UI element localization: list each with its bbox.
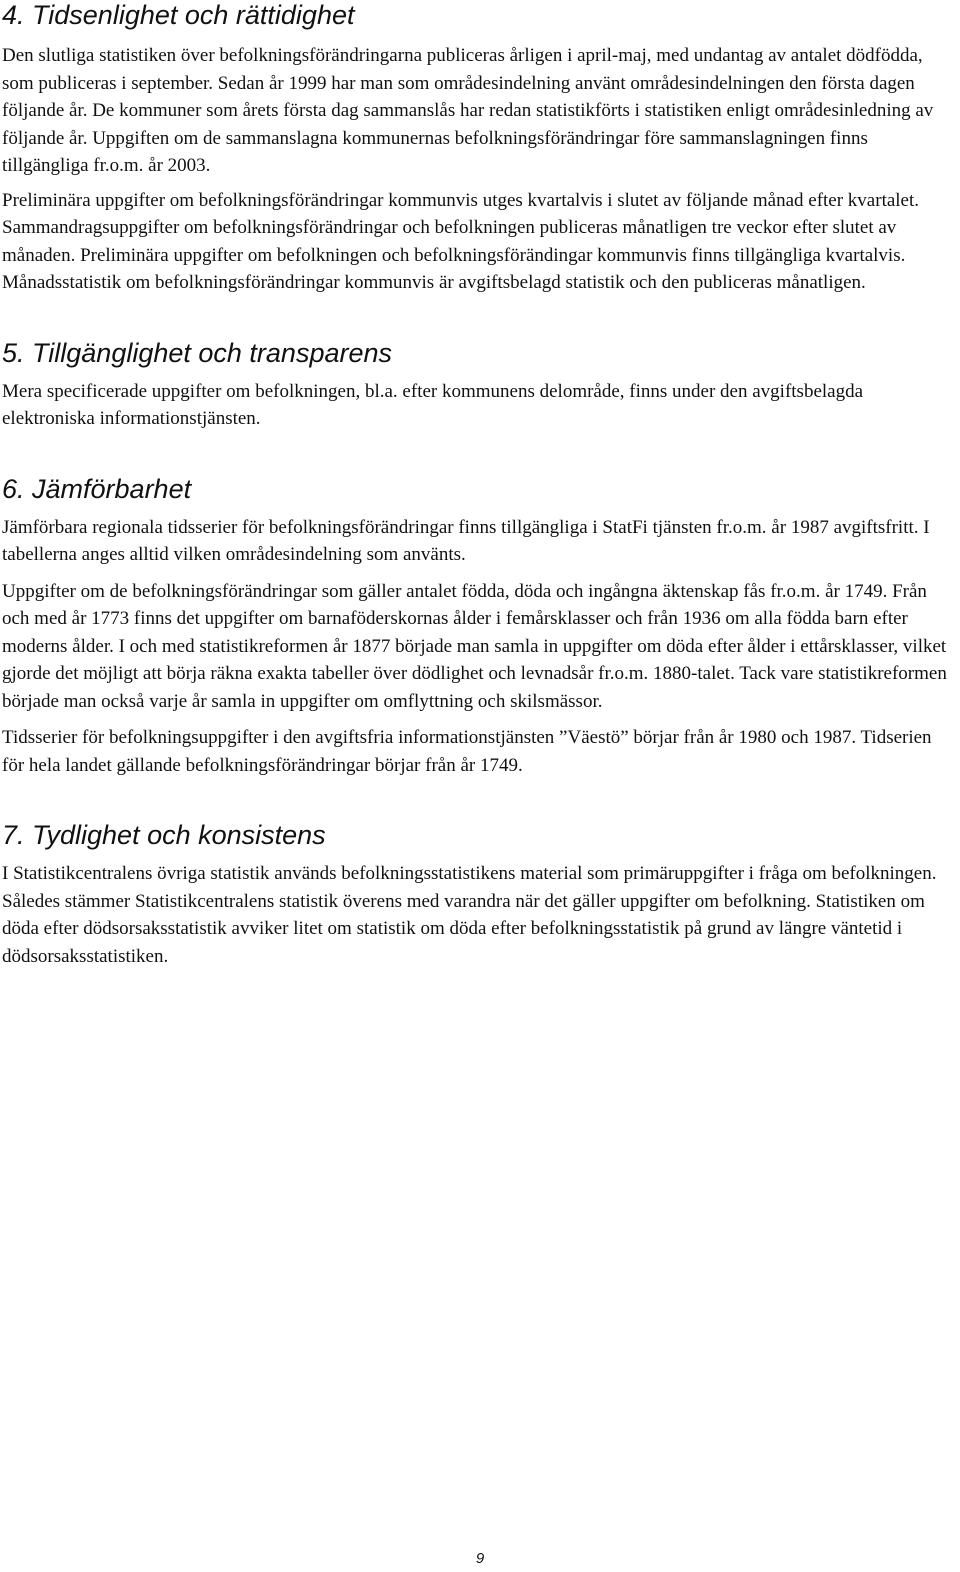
page-number: 9 [475,1550,485,1567]
section-paragraph: Tidsserier för befolkningsuppgifter i den avgiftsfria informationstjänsten ”Väestö” börjar från år 1980 och 1987. Tidserien för hela landet gällande befolkningsförändringar börjar från år 1749. [2,727,932,776]
section-paragraph: Preliminära uppgifter om befolkningsförändringar kommunvis utges kvartalvis i slutet av följande månad efter kvartalet. Sammandragsuppgifter om befolkningsförändringar och befolkningen publiceras månatligen tre veckor efter slutet av månaden. Preliminära uppgifter om befolkningen och befolkningsförändingar kommunvis finns tillgängliga kvartalvis. Månadsstatistik om befolkningsförändringar kommunvis är avgiftsbelagd statistik och den publiceras månatligen. [2,189,920,293]
section-heading: 5. Tillgänglighet och transparens [2,337,392,368]
section-heading: 6. Jämförbarhet [2,473,192,504]
section-paragraph: I Statistikcentralens övriga statistik används befolkningsstatistikens material som primäruppgifter i fråga om befolkningen. Således stämmer Statistikcentralens statistik överens med varandra när det gäller uppgifter om befolkning. Statistiken om döda efter dödsorsaksstatistik avviker litet om statistik om döda efter befolkningsstatistik på grund av längre väntetid i dödsorsaksstatistiken. [2,863,937,967]
section-paragraph: Mera specificerade uppgifter om befolkningen, bl.a. efter kommunens delområde, finns under den avgiftsbelagda elektroniska informationstjänsten. [2,380,864,429]
section-paragraph: Uppgifter om de befolkningsförändringar som gäller antalet födda, döda och ingångna äktenskap fås fr.o.m. år 1749. Från och med år 1773 finns det uppgifter om barnaföderskornas ålder i femårsklasser och från 1936 om alla födda barn efter moderns ålder. I och med statistikreformen år 1877 började man samla in uppgifter om döda efter ålder i ettårsklasser, vilket gjorde det möjligt att börja räkna exakta tabeller över dödlighet och levnadsår fr.o.m. 1880-talet. Tack vare statistikreformen började man också varje år samla in uppgifter om omflyttning och skilsmässor. [2,580,947,712]
section-jamforbarhet [2,474,954,780]
section-tidsenlighet [2,0,954,297]
section-paragraph: Den slutliga statistiken över befolkningsförändringarna publiceras årligen i april-maj, med undantag av antalet dödfödda, som publiceras i september. Sedan år 1999 har man som områdesindelning använt områdesindelningen den första dagen följande år. De kommuner som årets första dag sammanslås har redan statistikförts i statistiken enligt områdesinledning av följande år. Uppgiften om de sammanslagna kommunernas befolkningsförändringar före sammanslagningen finns tillgängliga fr.o.m. år 2003. [2,45,934,176]
section-tydlighet [2,820,954,970]
section-heading: 4. Tidsenlighet och rättidighet [2,0,355,30]
section-heading: 7. Tydlighet och konsistens [2,820,326,850]
page-content [2,0,954,970]
section-tillganglighet [2,338,954,433]
section-paragraph: Jämförbara regionala tidsserier för befolkningsförändringar finns tillgängliga i StatFi tjänsten fr.o.m. år 1987 avgiftsfritt. I tabellerna anges alltid vilken områdesindelning som använts. [2,516,930,565]
